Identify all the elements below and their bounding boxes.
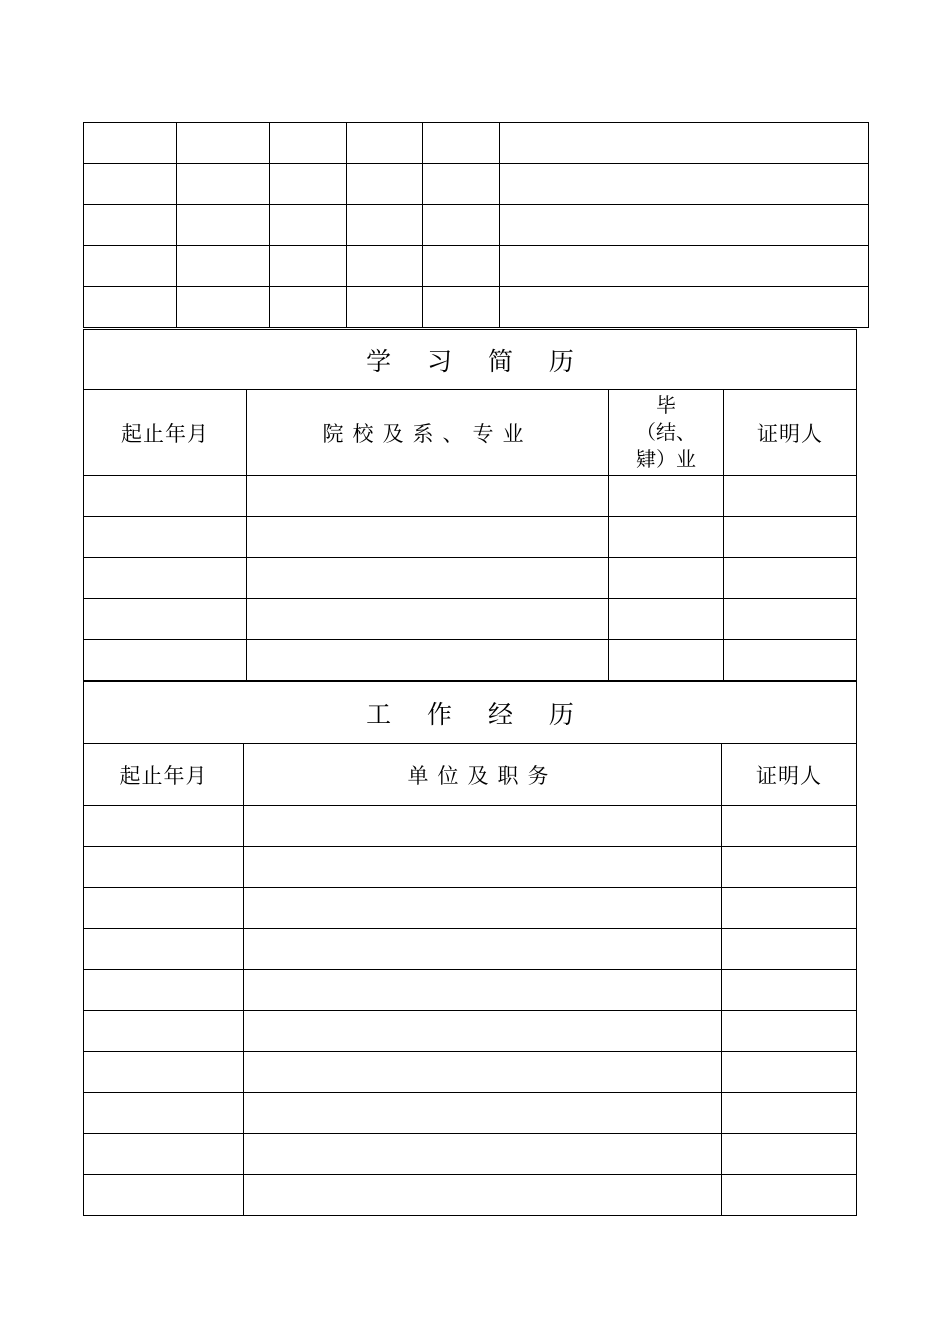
blank-cell[interactable] — [244, 1134, 722, 1175]
education-header-row — [84, 390, 857, 476]
work-witness-header: 证明人 — [722, 744, 857, 806]
work-table — [83, 681, 857, 1216]
blank-cell[interactable] — [500, 164, 869, 205]
work-table-body — [84, 682, 857, 1216]
blank-cell[interactable] — [724, 476, 857, 517]
blank-cell[interactable] — [84, 1093, 244, 1134]
blank-cell[interactable] — [724, 599, 857, 640]
blank-cell[interactable] — [270, 123, 347, 164]
education-table — [83, 329, 857, 681]
blank-cell[interactable] — [177, 205, 270, 246]
blank-cell[interactable] — [609, 517, 724, 558]
blank-cell[interactable] — [84, 164, 177, 205]
work-row — [84, 970, 857, 1011]
blank-cell[interactable] — [500, 246, 869, 287]
blank-cell[interactable] — [247, 558, 609, 599]
work-row — [84, 1011, 857, 1052]
blank-cell[interactable] — [84, 246, 177, 287]
blank-cell[interactable] — [270, 205, 347, 246]
blank-cell[interactable] — [722, 970, 857, 1011]
blank-cell[interactable] — [84, 1175, 244, 1216]
blank-cell[interactable] — [423, 123, 500, 164]
education-title-row — [84, 330, 857, 390]
blank-cell[interactable] — [247, 640, 609, 681]
blank-cell[interactable] — [270, 287, 347, 328]
blank-cell[interactable] — [244, 1011, 722, 1052]
work-row — [84, 888, 857, 929]
blank-cell[interactable] — [177, 287, 270, 328]
blank-cell[interactable] — [500, 287, 869, 328]
blank-cell[interactable] — [244, 929, 722, 970]
blank-cell[interactable] — [722, 1175, 857, 1216]
top-table-row — [84, 164, 869, 205]
blank-cell[interactable] — [609, 558, 724, 599]
blank-cell[interactable] — [244, 970, 722, 1011]
blank-cell[interactable] — [84, 1134, 244, 1175]
blank-cell[interactable] — [84, 888, 244, 929]
work-period-header: 起止年月 — [84, 744, 244, 806]
blank-cell[interactable] — [724, 640, 857, 681]
blank-cell[interactable] — [724, 558, 857, 599]
education-graduation-header — [609, 390, 724, 476]
blank-cell[interactable] — [270, 246, 347, 287]
work-row — [84, 1052, 857, 1093]
blank-cell[interactable] — [500, 205, 869, 246]
top-table-row — [84, 287, 869, 328]
blank-cell[interactable] — [609, 640, 724, 681]
blank-cell[interactable] — [244, 847, 722, 888]
work-row — [84, 847, 857, 888]
work-header-row — [84, 744, 857, 806]
blank-cell[interactable] — [244, 1093, 722, 1134]
blank-cell[interactable] — [270, 164, 347, 205]
blank-cell[interactable] — [347, 287, 423, 328]
blank-cell[interactable] — [84, 640, 247, 681]
work-row — [84, 1134, 857, 1175]
blank-cell[interactable] — [347, 205, 423, 246]
top-table-row — [84, 123, 869, 164]
blank-cell[interactable] — [609, 599, 724, 640]
blank-cell[interactable] — [423, 246, 500, 287]
education-witness-header: 证明人 — [724, 390, 857, 476]
blank-cell[interactable] — [244, 1175, 722, 1216]
education-row — [84, 640, 857, 681]
education-table-body — [84, 330, 857, 681]
blank-cell[interactable] — [177, 246, 270, 287]
blank-cell[interactable] — [244, 1052, 722, 1093]
graduation-header-line-1: 毕 — [656, 393, 676, 417]
blank-cell[interactable] — [722, 1134, 857, 1175]
blank-cell[interactable] — [177, 164, 270, 205]
blank-cell[interactable] — [347, 246, 423, 287]
blank-cell[interactable] — [84, 806, 244, 847]
education-row — [84, 517, 857, 558]
top-table-row — [84, 246, 869, 287]
blank-cell[interactable] — [500, 123, 869, 164]
blank-cell[interactable] — [347, 123, 423, 164]
blank-cell[interactable] — [722, 847, 857, 888]
blank-cell[interactable] — [84, 847, 244, 888]
blank-cell[interactable] — [722, 1011, 857, 1052]
blank-cell[interactable] — [84, 517, 247, 558]
blank-cell[interactable] — [84, 287, 177, 328]
work-row — [84, 929, 857, 970]
education-row — [84, 558, 857, 599]
education-school-header: 院校及系、专业 — [247, 390, 609, 476]
blank-cell[interactable] — [423, 164, 500, 205]
blank-cell[interactable] — [722, 806, 857, 847]
blank-cell[interactable] — [177, 123, 270, 164]
blank-cell[interactable] — [84, 123, 177, 164]
blank-cell[interactable] — [84, 1052, 244, 1093]
graduation-header-line-2: （结、 — [636, 420, 696, 444]
work-employer-header: 单位及职务 — [244, 744, 722, 806]
work-row — [84, 1175, 857, 1216]
blank-cell[interactable] — [84, 970, 244, 1011]
blank-cell[interactable] — [84, 476, 247, 517]
work-row — [84, 806, 857, 847]
blank-cell[interactable] — [609, 476, 724, 517]
blank-cell[interactable] — [84, 599, 247, 640]
graduation-header-line-3: 肄）业 — [636, 447, 696, 471]
work-section-title: 工 作 经 历 — [84, 682, 857, 744]
blank-cell[interactable] — [423, 287, 500, 328]
work-row — [84, 1093, 857, 1134]
blank-cell[interactable] — [247, 517, 609, 558]
education-row — [84, 476, 857, 517]
blank-cell[interactable] — [722, 888, 857, 929]
blank-cell[interactable] — [84, 929, 244, 970]
blank-cell[interactable] — [722, 1093, 857, 1134]
blank-cell[interactable] — [84, 205, 177, 246]
blank-cell[interactable] — [247, 476, 609, 517]
blank-cell[interactable] — [423, 205, 500, 246]
blank-cell[interactable] — [84, 1011, 244, 1052]
work-title-row — [84, 682, 857, 744]
top-table-body — [84, 123, 869, 328]
blank-cell[interactable] — [722, 929, 857, 970]
blank-cell[interactable] — [244, 888, 722, 929]
blank-cell[interactable] — [247, 599, 609, 640]
education-period-header: 起止年月 — [84, 390, 247, 476]
top-blank-table — [83, 122, 869, 328]
blank-cell[interactable] — [724, 517, 857, 558]
education-row — [84, 599, 857, 640]
blank-cell[interactable] — [347, 164, 423, 205]
top-table-row — [84, 205, 869, 246]
education-section-title: 学 习 简 历 — [84, 330, 857, 390]
blank-cell[interactable] — [84, 558, 247, 599]
blank-cell[interactable] — [244, 806, 722, 847]
blank-cell[interactable] — [722, 1052, 857, 1093]
